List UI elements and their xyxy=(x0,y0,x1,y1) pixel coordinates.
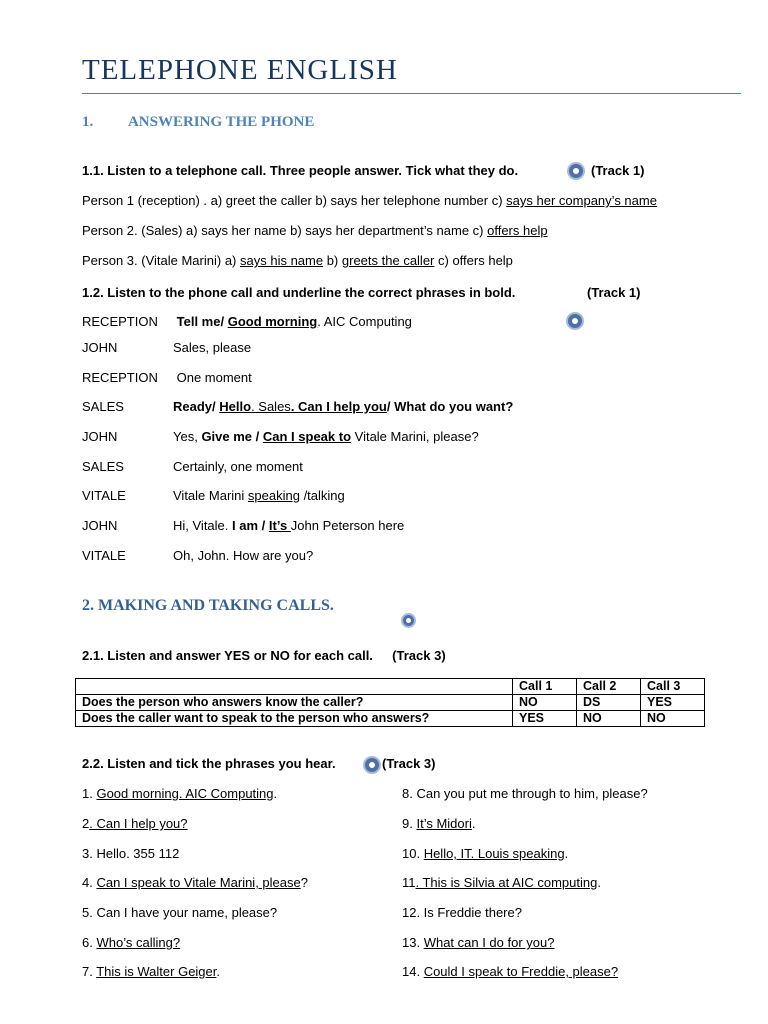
dialogue-phrase: Give me xyxy=(201,429,253,444)
table-answer-cell: Call 3 xyxy=(641,679,705,695)
person-line-1 xyxy=(82,193,657,208)
phrase-rest: . xyxy=(273,786,278,801)
section1-number: 1. xyxy=(82,114,94,130)
dialogue-line xyxy=(82,314,412,329)
phrase-number: 5. Can I have your name, please? xyxy=(82,905,278,920)
phrase-rest: . xyxy=(471,816,476,831)
phrase-item xyxy=(402,786,648,801)
phrase-item xyxy=(82,846,179,861)
dialogue-phrase: Vitale Marini xyxy=(173,488,248,503)
phrase-item xyxy=(402,875,601,890)
table-answer-cell: NO xyxy=(641,711,705,727)
table-question-cell xyxy=(76,679,513,695)
phrase-underlined: . This is Silvia at AIC computing xyxy=(415,875,598,890)
phrase-item xyxy=(402,964,618,979)
phrase-item xyxy=(82,816,188,831)
question-1-1-text: 1.1. Listen to a telephone call. Three people answer. Tick what they do. xyxy=(82,163,519,178)
phrase-underlined: It’s Midori xyxy=(416,816,472,831)
phrase-rest: . xyxy=(597,875,601,890)
table-answer-cell: NO xyxy=(577,711,641,727)
phrase-item xyxy=(402,935,554,950)
table-row xyxy=(76,695,705,711)
phrase-item xyxy=(82,875,308,890)
dialogue-phrase: John Peterson here xyxy=(290,518,405,533)
table-answer-cell: Call 2 xyxy=(577,679,641,695)
phrase-number: 13. xyxy=(402,935,424,950)
phrase-number: 1. xyxy=(82,786,97,801)
phrase-underlined: This is Walter Geiger xyxy=(96,964,217,979)
underlined-answer: says his name xyxy=(240,253,324,268)
audio-disc-icon[interactable] xyxy=(403,615,414,626)
page-title: TELEPHONE ENGLISH xyxy=(82,54,398,86)
dialogue-phrase: Tell me xyxy=(176,314,221,329)
dialogue-phrase: / What do you want? xyxy=(386,399,514,414)
dialogue-line xyxy=(82,340,251,355)
dialogue-phrase: speaking xyxy=(247,488,300,503)
table-answer-cell: NO xyxy=(513,695,577,711)
dialogue-speaker: RECEPTION xyxy=(82,370,158,385)
phrase-underlined: Hello, IT. Louis speaking xyxy=(423,846,565,861)
question-2-1-track: (Track 3) xyxy=(392,648,446,663)
phrase-item xyxy=(82,935,180,950)
dialogue-speaker: JOHN xyxy=(82,340,118,355)
dialogue-phrase: / xyxy=(220,314,228,329)
person-text: Person 1 (reception) . a) greet the caller b) says her telephone number c) xyxy=(82,193,507,208)
dialogue-speaker: VITALE xyxy=(82,548,126,563)
question-2-1 xyxy=(82,648,446,663)
dialogue-phrase: Good morning xyxy=(227,314,318,329)
table-answer-cell: DS xyxy=(577,695,641,711)
underlined-answer: greets the caller xyxy=(341,253,435,268)
person-line-2 xyxy=(82,223,548,238)
phrase-underlined: . Can I help you? xyxy=(89,816,188,831)
phrase-underlined: Can I speak to Vitale Marini, please xyxy=(96,875,301,890)
dialogue-phrase: . Can I help you xyxy=(290,399,387,414)
person-text: c) offers help xyxy=(434,253,513,268)
dialogue-phrase: Hi, Vitale. xyxy=(173,518,233,533)
phrase-number: 4. xyxy=(82,875,97,890)
audio-disc-icon[interactable] xyxy=(365,758,379,772)
dialogue-phrase: / xyxy=(252,429,263,444)
dialogue-line xyxy=(82,459,303,474)
person-text: Person 3. (Vitale Marini) a) xyxy=(82,253,240,268)
phrase-item xyxy=(82,786,277,801)
phrase-underlined: Could I speak to Freddie, please? xyxy=(423,964,619,979)
question-1-2-track: (Track 1) xyxy=(587,285,641,300)
phrase-item xyxy=(402,905,522,920)
phrase-rest: ? xyxy=(300,875,308,890)
question-2-2: 2.2. Listen and tick the phrases you hear. xyxy=(82,756,336,771)
audio-disc-icon[interactable] xyxy=(568,314,582,328)
dialogue-phrase: / xyxy=(258,518,269,533)
phrase-number: 3. Hello. 355 112 xyxy=(82,846,180,861)
dialogue-speaker: VITALE xyxy=(82,488,126,503)
dialogue-phrase: Yes, xyxy=(173,429,202,444)
dialogue-line xyxy=(82,429,479,444)
phrase-number: 9. xyxy=(402,816,417,831)
dialogue-line xyxy=(82,548,313,563)
phrase-number: 12. Is Freddie there? xyxy=(402,905,522,920)
table-question-cell: Does the caller want to speak to the person who answers? xyxy=(76,711,513,727)
table-header-row xyxy=(76,679,705,695)
dialogue-speaker: JOHN xyxy=(82,429,118,444)
dialogue-phrase: One moment xyxy=(173,370,252,385)
dialogue-phrase: Can I speak to xyxy=(262,429,352,444)
question-1-1-track: (Track 1) xyxy=(591,163,645,178)
section1-title: ANSWERING THE PHONE xyxy=(127,114,315,130)
dialogue-line xyxy=(82,488,345,503)
phrase-number: 6. xyxy=(82,935,97,950)
table-answer-cell: Call 1 xyxy=(513,679,577,695)
dialogue-line xyxy=(82,518,404,533)
phrase-item xyxy=(402,846,568,861)
underlined-answer: says her company’s name xyxy=(506,193,657,208)
answer-table xyxy=(75,678,705,727)
dialogue-phrase: It’s xyxy=(268,518,291,533)
dialogue-phrase: Sales, please xyxy=(173,340,252,355)
table-question-cell: Does the person who answers know the caller? xyxy=(76,695,513,711)
dialogue-speaker: SALES xyxy=(82,459,124,474)
dialogue-speaker: JOHN xyxy=(82,518,118,533)
phrase-number: 7. xyxy=(82,964,97,979)
dialogue-phrase: /talking xyxy=(299,488,345,503)
phrase-number: 14. xyxy=(402,964,424,979)
phrase-rest: . xyxy=(564,846,569,861)
dialogue-line xyxy=(82,399,513,414)
person-line-3 xyxy=(82,253,513,268)
person-text: Person 2. (Sales) a) says her name b) says her department’s name c) xyxy=(82,223,488,238)
table-row xyxy=(76,711,705,727)
dialogue-line xyxy=(82,370,252,385)
dialogue-phrase: Vitale Marini, please? xyxy=(351,429,479,444)
table-answer-cell: YES xyxy=(641,695,705,711)
phrase-number: 2 xyxy=(82,816,90,831)
question-1-2: 1.2. Listen to the phone call and underline the correct phrases in bold. xyxy=(82,285,516,300)
phrase-rest: . xyxy=(216,964,221,979)
dialogue-speaker: RECEPTION xyxy=(82,314,158,329)
dialogue-speaker: SALES xyxy=(82,399,124,414)
dialogue-phrase: Hello xyxy=(219,399,252,414)
dialogue-phrase: / xyxy=(212,399,220,414)
dialogue-phrase: I am xyxy=(232,518,259,533)
audio-disc-icon[interactable] xyxy=(569,164,583,178)
phrase-item xyxy=(402,816,475,831)
dialogue-phrase: Oh, John. How are you? xyxy=(173,548,314,563)
table-answer-cell: YES xyxy=(513,711,577,727)
question-2-1-text: 2.1. Listen and answer YES or NO for each call. xyxy=(82,648,373,663)
dialogue-phrase: Certainly, one moment xyxy=(173,459,303,474)
phrase-item xyxy=(82,905,277,920)
dialogue-phrase: . AIC Computing xyxy=(317,314,412,329)
question-1-1 xyxy=(82,163,518,178)
person-text: b) xyxy=(323,253,342,268)
phrase-underlined: Good morning. AIC Computing xyxy=(96,786,274,801)
question-2-2-track: (Track 3) xyxy=(382,756,436,771)
phrase-underlined: What can I do for you? xyxy=(423,935,555,950)
title-rule xyxy=(82,93,741,94)
phrase-number: 11 xyxy=(402,875,416,890)
section2-heading: 2. MAKING AND TAKING CALLS. xyxy=(82,597,334,614)
dialogue-phrase: Ready xyxy=(173,399,213,414)
underlined-answer: offers help xyxy=(487,223,548,238)
section1-heading xyxy=(82,114,314,131)
phrase-number: 10. xyxy=(402,846,424,861)
dialogue-phrase: . Sales xyxy=(251,399,291,414)
phrase-underlined: Who’s calling? xyxy=(96,935,181,950)
phrase-number: 8. Can you put me through to him, please? xyxy=(402,786,648,801)
phrase-item xyxy=(82,964,220,979)
